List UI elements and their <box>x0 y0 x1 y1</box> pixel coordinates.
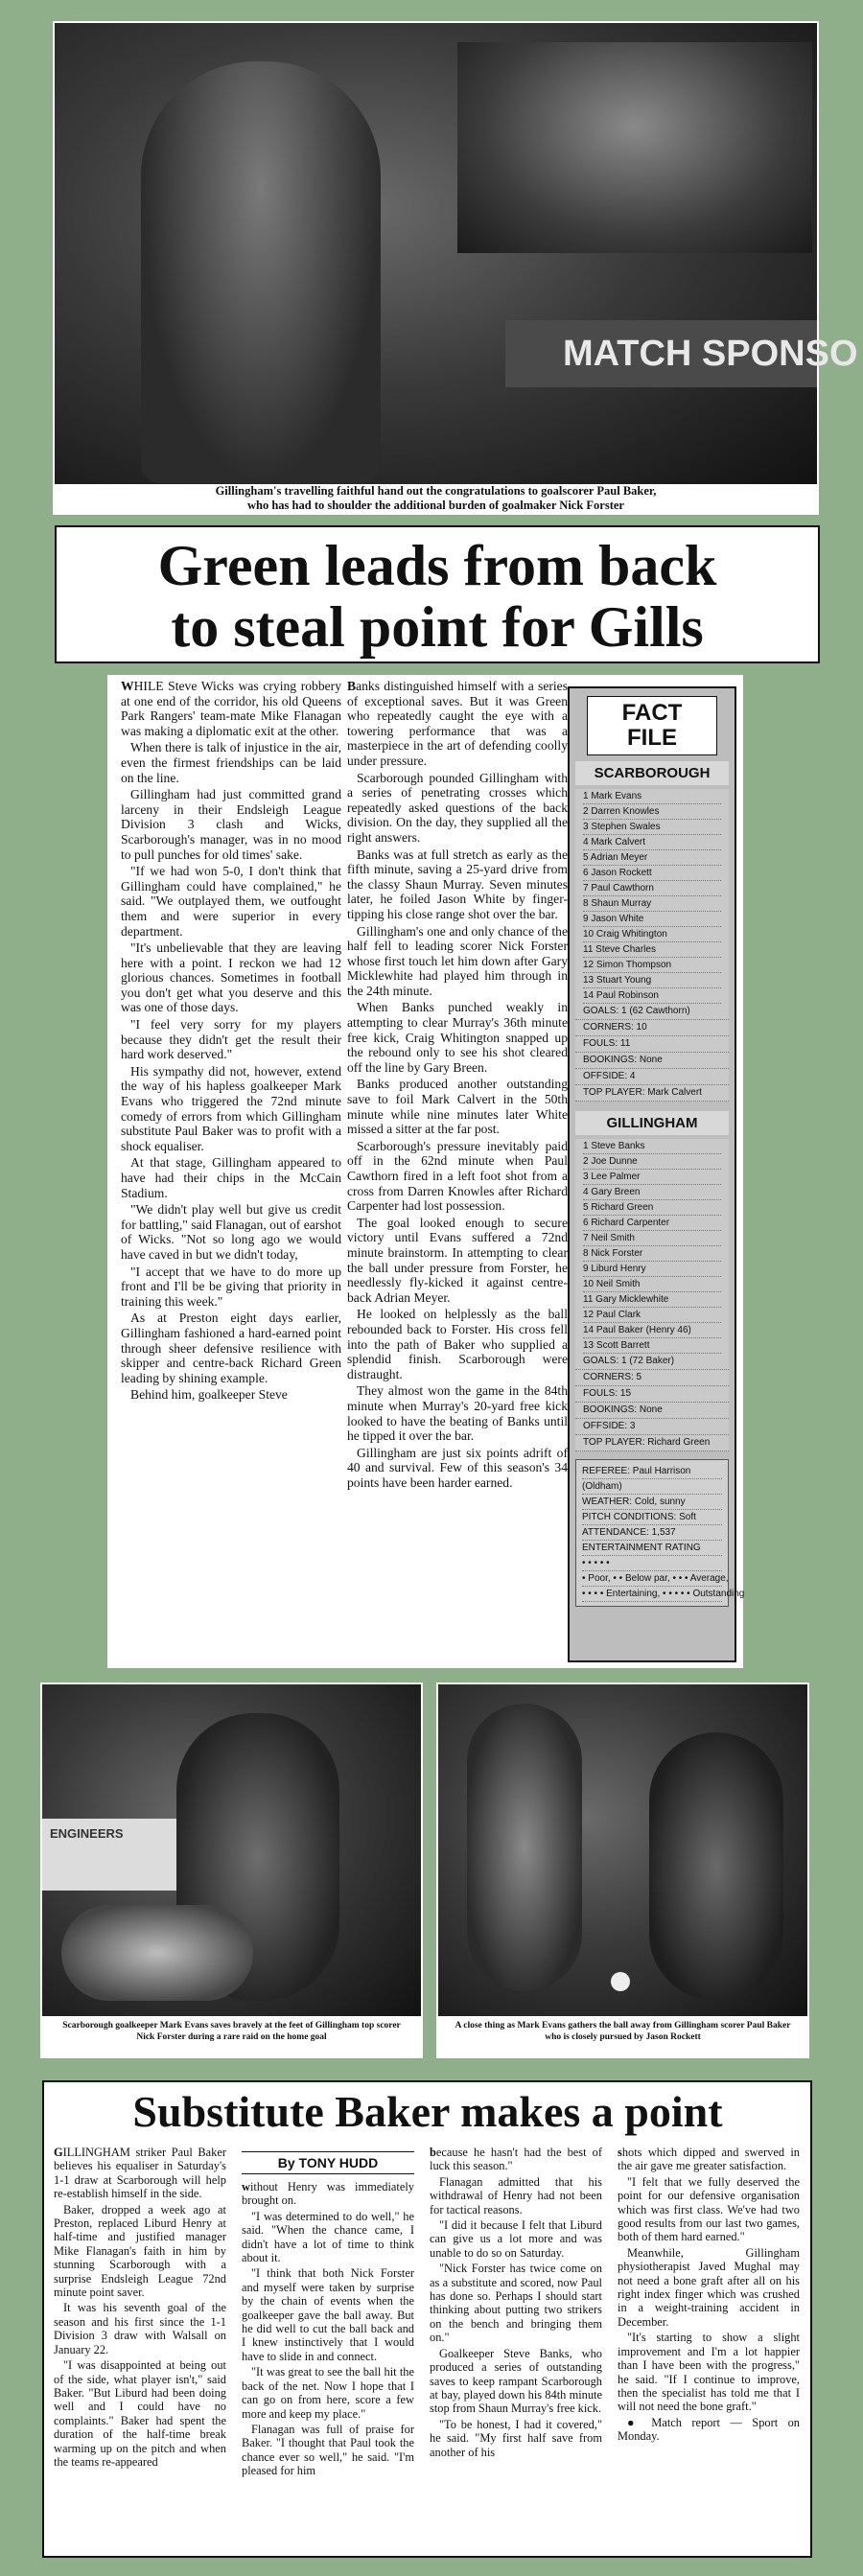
scarborough-stats <box>570 1004 735 1102</box>
crowd-area <box>457 42 812 253</box>
top-photo <box>53 21 858 488</box>
paragraph: At that stage, Gillingham appeared to have had their chips in the McCain Stadium. <box>121 1155 341 1200</box>
paragraph: "I felt that we fully deserved the point for our defensive organisation which was first class. We've had two good results from our last two games, both of them hard earned." <box>618 2174 800 2244</box>
paragraph: Gillingham's one and only chance of the half fell to leading scorer Nick Forster whose first touch let him down after Gary Micklewhite had played him through in the 24th minute. <box>347 923 568 998</box>
article-column-1 <box>121 679 341 1404</box>
team-heading-gillingham: GILLINGHAM <box>575 1111 729 1135</box>
match-detail: • • • • Entertaining, • • • • • Outstanding <box>582 1587 722 1602</box>
goalkeeper-figure <box>61 1905 253 2001</box>
headline-second: Substitute Baker makes a point <box>132 2087 723 2136</box>
headline-main <box>55 525 820 663</box>
paragraph: "We didn't play well but give us credit for battling," said Flanagan, out of earshot of Wicks. "Not so long ago we would have caved in but we didn't today, <box>121 1202 341 1262</box>
match-detail: • • • • • <box>582 1556 722 1571</box>
player-entry: 1 Mark Evans <box>583 789 721 804</box>
player-entry: 3 Lee Palmer <box>583 1170 721 1185</box>
player-entry: 4 Gary Breen <box>583 1185 721 1200</box>
gillingham-lineup <box>575 1139 729 1354</box>
sponsor-sign: MATCH SPONSO <box>505 320 817 387</box>
player-entry: 4 Mark Calvert <box>583 835 721 850</box>
player-entry: 11 Gary Micklewhite <box>583 1292 721 1308</box>
paragraph: Banks distinguished himself with a series of exceptional saves. But it was Green who repeatedly caught the eye with a towering performance that was a masterpiece in the art of defending coolly under pressure. <box>347 679 568 768</box>
paragraph: shots which dipped and swerved in the air gave me greater satisfaction. <box>618 2146 800 2173</box>
right-match-photo <box>436 1683 809 2020</box>
match-detail: PITCH CONDITIONS: Soft <box>582 1510 722 1525</box>
paragraph: Gillingham are just six points adrift of 40 and survival. Few of this season's 34 points have been harder earned. <box>347 1445 568 1490</box>
stat-entry: BOOKINGS: None <box>575 1403 729 1419</box>
headline-line: Green leads from back <box>157 534 717 597</box>
player-entry: 12 Paul Clark <box>583 1308 721 1323</box>
match-detail: (Oldham) <box>582 1479 722 1495</box>
paragraph: WHILE Steve Wicks was crying robbery at one end of the corridor, his old Queens Park Rangers' team-mate Mike Flanagan was making a diplomatic exit at the other. <box>121 679 341 738</box>
fact-file-title-line: FACT <box>621 700 683 726</box>
left-photo-caption <box>40 2016 423 2058</box>
stat-entry: CORNERS: 10 <box>575 1020 729 1036</box>
paragraph: He looked on helplessly as the ball rebounded back to Forster. His cross fell into the path of Baker who supplied a splendid finish. Scarborough were distraught. <box>347 1307 568 1381</box>
paragraph: "I was determined to do well," he said. "When the chance came, I didn't have a lot of time to think about it. <box>242 2209 414 2265</box>
paragraph: Goalkeeper Steve Banks, who produced a series of outstanding saves to keep rampant Scarborough at bay, played down his 84th minute stop from Shaun Murray's free kick. <box>430 2346 602 2416</box>
stat-entry: FOULS: 11 <box>575 1036 729 1053</box>
headline-line: to steal point for Gills <box>171 595 704 659</box>
paragraph: "If we had won 5-0, I don't think that Gillingham could have complained," he said. "We outplayed them, we outfought them and were superior in every department. <box>121 864 341 939</box>
player-entry: 10 Craig Whitington <box>583 927 721 942</box>
paragraph: "I accept that we have to do more up front and I'll be be giving that priority in training this week." <box>121 1264 341 1309</box>
paragraph: "It was great to see the ball hit the back of the net. Now I hope that I can go on from here, score a few more and keep my place." <box>242 2365 414 2421</box>
paragraph: "Nick Forster has twice come on as a substitute and scored, now Paul has done so. Perhaps I should start thinking about putting two strikers on the bench and bringing them on." <box>430 2262 602 2345</box>
paragraph: "To be honest, I had it covered," he said. "My first half save from another of his <box>430 2417 602 2459</box>
player-entry: 7 Neil Smith <box>583 1231 721 1246</box>
paragraph: Flanagan admitted that his withdrawal of Henry had not been for tactical reasons. <box>430 2174 602 2216</box>
player-entry: 9 Liburd Henry <box>583 1262 721 1277</box>
team-heading-scarborough: SCARBOROUGH <box>575 761 729 785</box>
player-figure <box>141 61 381 483</box>
paragraph: When Banks punched weakly in attempting to clear Murray's 36th minute free kick, Craig Whitington snapped up the rebound only to see his shot cleared off the line by Gary Breen. <box>347 1000 568 1075</box>
stat-entry: GOALS: 1 (62 Cawthorn) <box>575 1004 729 1020</box>
player-entry: 2 Joe Dunne <box>583 1154 721 1170</box>
paragraph: Baker, dropped a week ago at Preston, replaced Liburd Henry at half-time and justified manager Mike Flanagan's faith in him by stunning Scarborough with a surprise Endsleigh League 72nd minute point saver. <box>54 2202 226 2300</box>
paragraph: When there is talk of injustice in the air, even the firmest friendships can be laid on the line. <box>121 740 341 785</box>
fact-file-title-line: FILE <box>627 725 677 751</box>
player-entry: 14 Paul Baker (Henry 46) <box>583 1323 721 1338</box>
byline: By TONY HUDD <box>242 2151 414 2174</box>
player-entry: 10 Neil Smith <box>583 1277 721 1292</box>
caption-line: A close thing as Mark Evans gathers the ball away from Gillingham scorer Paul Baker <box>455 2021 791 2031</box>
article-column-2 <box>347 679 568 1492</box>
player-entry: 3 Stephen Swales <box>583 820 721 835</box>
paragraph: Scarborough's pressure inevitably paid off in the 62nd minute when Paul Cawthorn fired in a left foot shot from a cross from Darren Knowles after Richard Carpenter had lost possession. <box>347 1138 568 1214</box>
paragraph: without Henry was immediately brought on. <box>242 2180 414 2208</box>
player-entry: 14 Paul Robinson <box>583 988 721 1004</box>
caption-line: Scarborough goalkeeper Mark Evans saves bravely at the feet of Gillingham top scorer <box>62 2021 401 2031</box>
stat-entry: OFFSIDE: 4 <box>575 1069 729 1085</box>
stat-entry: GOALS: 1 (72 Baker) <box>575 1354 729 1370</box>
match-detail: REFEREE: Paul Harrison <box>582 1464 722 1479</box>
match-detail: ENTERTAINMENT RATING <box>582 1541 722 1556</box>
paragraph: "I feel very sorry for my players because they didn't get the result their hard work deserved." <box>121 1017 341 1062</box>
stat-entry: TOP PLAYER: Mark Calvert <box>575 1085 729 1102</box>
paragraph: because he hasn't had the best of luck this season." <box>430 2146 602 2173</box>
player-entry: 2 Darren Knowles <box>583 804 721 820</box>
paragraph: Banks produced another outstanding save to foil Mark Calvert in the 50th minute while nine minutes later White missed a sitter at the far post. <box>347 1077 568 1137</box>
paragraph: Flanagan was full of praise for Baker. "I thought that Paul took the chance ever so well," he said. "I'm pleased for him <box>242 2422 414 2478</box>
player-entry: 5 Adrian Meyer <box>583 850 721 866</box>
paragraph: It was his seventh goal of the season and his first since the 1-1 Division 3 draw with Walsall on January 22. <box>54 2301 226 2356</box>
player-entry: 13 Stuart Young <box>583 973 721 988</box>
paragraph: His sympathy did not, however, extend the way of his hapless goalkeeper Mark Evans who triggered the 72nd minute comedy of errors from which Gillingham substitute Paul Baker was to profit with a shock equaliser. <box>121 1063 341 1153</box>
paragraph: Meanwhile, Gillingham physiotherapist Javed Mughal may not need a bone graft after all on his right index finger which was crushed in a weight-training accident in December. <box>618 2245 800 2329</box>
paragraph: Gillingham had just committed grand larceny in their Endsleigh League Division 3 clash and Wicks, Scarborough's manager, was in no mood to pull punches for old times' sake. <box>121 787 341 862</box>
article2-column-1 <box>54 2146 226 2471</box>
player-entry: 6 Jason Rockett <box>583 866 721 881</box>
match-detail: ATTENDANCE: 1,537 <box>582 1525 722 1541</box>
fact-file-title <box>587 696 717 755</box>
article2-column-3 <box>430 2146 602 2461</box>
player-figure <box>467 1704 582 1991</box>
player-figure <box>649 1732 783 2001</box>
match-details-box <box>575 1459 745 1607</box>
stat-entry: FOULS: 15 <box>575 1386 729 1403</box>
paragraph: "I think that both Nick Forster and myself were taken by surprise by the chain of events when the goalkeeper gave the ball away. But he did well to cut the ball back and I knew instinctively that I would have to slide in and connect. <box>242 2266 414 2363</box>
paragraph: As at Preston eight days earlier, Gillingham fashioned a hard-earned point through sheer defensive resilience with skipper and centre-back Richard Green leading by shining example. <box>121 1311 341 1385</box>
paragraph: Banks was at full stretch as early as the fifth minute, saving a 25-yard drive from the classy Shaun Murray. Seven minutes later, he foiled Jason White by finger-tipping his close range shot over the bar. <box>347 847 568 921</box>
paragraph: "It's starting to show a slight improvement and I'm a lot happier than I have been with the progress," he said. "If I continue to improve, then the specialist has told me that I will not need the bone graft." <box>618 2331 800 2414</box>
right-photo-caption <box>436 2016 809 2058</box>
paragraph: ● Match report — Sport on Monday. <box>618 2415 800 2444</box>
article-main <box>107 675 743 1668</box>
scarborough-lineup <box>575 789 729 1004</box>
advertising-board: ENGINEERS <box>42 1819 244 1891</box>
paragraph: "I was disappointed at being out of the side, what player isn't," said Baker. "But Liburd had been doing well and I could have no complaints." Baker had spent the duration of the half-time break warming up on the pitch and when the teams re-appeared <box>54 2358 226 2469</box>
fact-file-panel <box>568 686 745 1662</box>
stat-entry: BOOKINGS: None <box>575 1053 729 1069</box>
left-match-photo <box>40 1683 423 2020</box>
paragraph: "It's unbelievable that they are leaving here with a point. I reckon we had 12 glorious chances. Sometimes in football you don't get what you deserve and this was one of those days. <box>121 940 341 1015</box>
caption-line: Nick Forster during a rare raid on the home goal <box>136 2032 327 2042</box>
gillingham-stats <box>570 1354 735 1451</box>
caption-line: who has had to shoulder the additional burden of goalmaker Nick Forster <box>247 499 624 512</box>
player-entry: 5 Richard Green <box>583 1200 721 1216</box>
paragraph: GILLINGHAM striker Paul Baker believes his equaliser in Saturday's 1-1 draw at Scarborough will help re-establish himself in the side. <box>54 2146 226 2201</box>
match-detail: WEATHER: Cold, sunny <box>582 1495 722 1510</box>
paragraph: Behind him, goalkeeper Steve <box>130 1387 288 1403</box>
paragraph: The goal looked enough to secure victory until Evans suffered a 72nd minute brainstorm. In attempting to clear the ball under pressure from Forster, he needlessly fly-kicked it against centre-back Adrian Meyer. <box>347 1215 568 1305</box>
player-entry: 7 Paul Cawthorn <box>583 881 721 896</box>
player-entry: 12 Simon Thompson <box>583 958 721 973</box>
player-entry: 11 Steve Charles <box>583 942 721 958</box>
stat-entry: TOP PLAYER: Richard Green <box>575 1435 729 1451</box>
player-entry: 6 Richard Carpenter <box>583 1216 721 1231</box>
article-second <box>42 2080 812 2558</box>
paragraph: Scarborough pounded Gillingham with a series of penetrating crosses which repeatedly asked questions of the back division. On the day, they supplied all the right answers. <box>347 770 568 845</box>
match-detail: • Poor, • • Below par, • • • Average, <box>582 1571 722 1587</box>
top-photo-caption <box>53 484 819 515</box>
player-entry: 9 Jason White <box>583 912 721 927</box>
player-entry: 1 Steve Banks <box>583 1139 721 1154</box>
stat-entry: OFFSIDE: 3 <box>575 1419 729 1435</box>
stat-entry: CORNERS: 5 <box>575 1370 729 1386</box>
paragraph: "I did it because I felt that Liburd can give us a lot more and was unable to do so on Saturday. <box>430 2218 602 2260</box>
player-entry: 13 Scott Barrett <box>583 1338 721 1354</box>
caption-line: who is closely pursued by Jason Rockett <box>545 2032 701 2042</box>
paragraph: They almost won the game in the 84th minute when Murray's 20-yard free kick looked to have the beating of Banks until he tipped it over the bar. <box>347 1383 568 1444</box>
article2-column-4 <box>618 2146 800 2446</box>
ball-icon <box>611 1972 630 1991</box>
player-entry: 8 Nick Forster <box>583 1246 721 1262</box>
caption-line: Gillingham's travelling faithful hand out the congratulations to goalscorer Paul Baker, <box>215 484 657 498</box>
article2-column-2 <box>242 2180 414 2480</box>
player-entry: 8 Shaun Murray <box>583 896 721 912</box>
